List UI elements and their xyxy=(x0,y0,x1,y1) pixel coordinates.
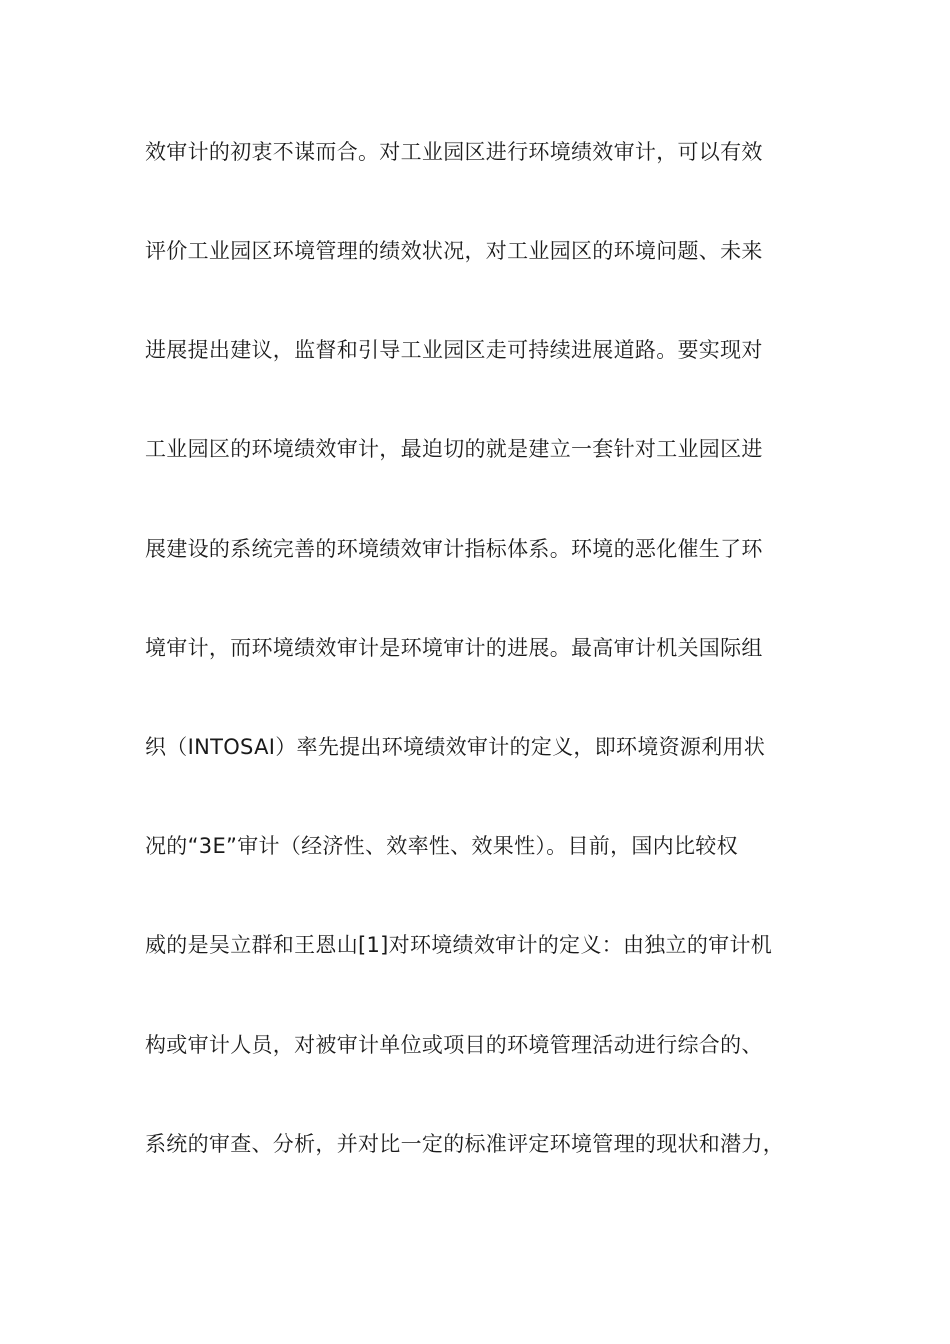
paragraph-line: 织（INTOSAI）率先提出环境绩效审计的定义，即环境资源利用状 xyxy=(145,735,766,759)
paragraph-line: 系统的审查、分析，并对比一定的标准评定环境管理的现状和潜力， xyxy=(145,1132,784,1156)
paragraph-line: 境审计，而环境绩效审计是环境审计的进展。最高审计机关国际组 xyxy=(145,636,763,660)
paragraph-line: 构或审计人员，对被审计单位或项目的环境管理活动进行综合的、 xyxy=(145,1033,763,1057)
paragraph-line: 况的“3E”审计（经济性、效率性、效果性）。目前，国内比较权 xyxy=(145,834,738,858)
paragraph-line: 展建设的系统完善的环境绩效审计指标体系。环境的恶化催生了环 xyxy=(145,537,763,561)
paragraph-line: 威的是吴立群和王恩山[1]对环境绩效审计的定义：由独立的审计机 xyxy=(145,933,773,957)
paragraph-line: 效审计的初衷不谋而合。对工业园区进行环境绩效审计，可以有效 xyxy=(145,140,763,164)
paragraph-line: 评价工业园区环境管理的绩效状况，对工业园区的环境问题、未来 xyxy=(145,239,763,263)
paragraph-line: 工业园区的环境绩效审计，最迫切的就是建立一套针对工业园区进 xyxy=(145,437,763,461)
paragraph-line: 进展提出建议，监督和引导工业园区走可持续进展道路。要实现对 xyxy=(145,338,763,362)
